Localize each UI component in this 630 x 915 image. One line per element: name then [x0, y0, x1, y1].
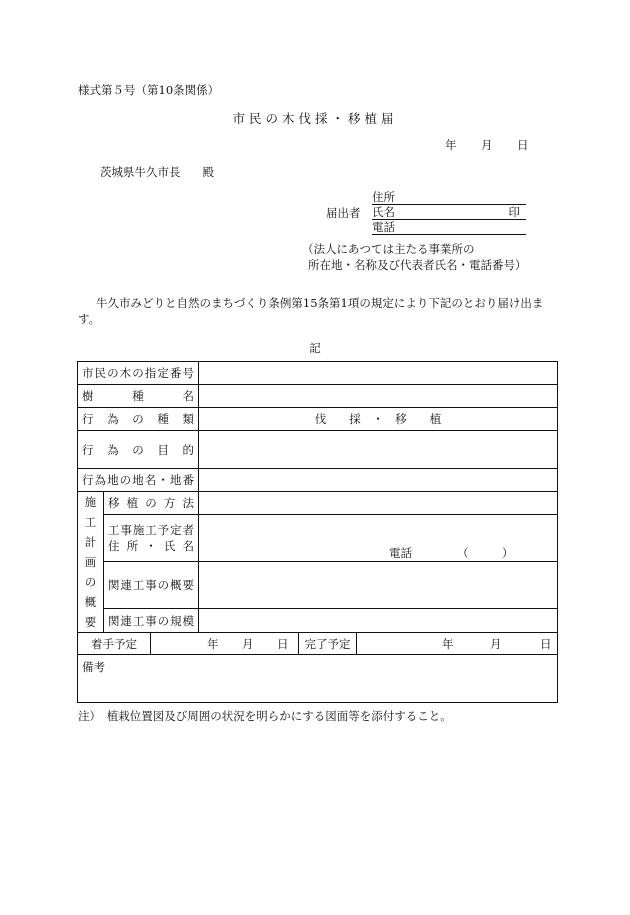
paren-close: ） [502, 546, 514, 560]
addressee [100, 164, 214, 180]
applicant-note-line1: （法人にあつては主たる事業所の [302, 242, 475, 256]
plan-char: 要 [84, 615, 97, 629]
applicant-name-field[interactable] [372, 205, 526, 220]
end-year-label: 年 [442, 637, 454, 651]
plan-char: の [84, 575, 97, 589]
applicant-label: 届出者 [326, 206, 361, 220]
start-day-label: 日 [277, 637, 289, 651]
end-date-field[interactable] [357, 633, 558, 655]
start-planned-label: 着手予定 [78, 633, 151, 655]
plan-char: 計 [84, 535, 97, 549]
ki-heading: 記 [309, 341, 321, 355]
applicant-address-field[interactable] [372, 190, 526, 205]
applicant-phone-field[interactable] [372, 220, 526, 235]
related-scale-field[interactable] [199, 609, 558, 633]
application-table [77, 361, 558, 703]
end-day-label: 日 [540, 637, 552, 651]
start-year-label: 年 [207, 637, 219, 651]
related-overview-label: 関連工事の概要 [104, 562, 199, 609]
act-type-label: 行 為 の 種 類 [78, 408, 199, 431]
body-text: 牛久市みどりと自然のまちづくり条例第15条第1項の規定により下記のとおり届け出ます。 [78, 296, 544, 326]
applicant-note [302, 241, 527, 273]
footnote: 注） 植栽位置図及び周囲の状況を明らかにする図面等を添付すること。 [78, 709, 452, 723]
paren-open: （ [457, 546, 469, 560]
contractor-phone-label: 電話 [389, 546, 412, 560]
transplant-method-field[interactable] [199, 492, 558, 515]
plan-char: 概 [84, 595, 97, 609]
designation-number-label: 市民の木の指定番号 [78, 362, 199, 385]
applicant-phone-label: 電話 [372, 220, 395, 234]
date-month-label: 月 [481, 138, 493, 152]
seal-mark: 印 [508, 205, 520, 219]
location-field[interactable] [199, 469, 558, 492]
construction-plan-label [78, 492, 104, 633]
date-year-label: 年 [445, 138, 457, 152]
start-month-label: 月 [242, 637, 254, 651]
form-number: 様式第５号（第10条関係） [78, 83, 220, 97]
contractor-label-line2: 住 所 ・ 氏 名 [108, 539, 194, 553]
date-day-label: 日 [517, 138, 529, 152]
contractor-field[interactable] [199, 515, 558, 562]
end-planned-label: 完了予定 [299, 633, 357, 655]
submission-date [445, 137, 529, 153]
tree-species-field[interactable] [199, 385, 558, 408]
related-scale-label: 関連工事の規模 [104, 609, 199, 633]
act-purpose-field[interactable] [199, 431, 558, 469]
related-overview-field[interactable] [199, 562, 558, 609]
contractor-label-line1: 工事施工予定者 [108, 523, 194, 537]
applicant-address-label: 住所 [372, 190, 395, 204]
act-type-value[interactable]: 伐 採 ・ 移 植 [199, 408, 558, 431]
remarks-label: 備考 [82, 660, 105, 674]
page-title: 市民の木伐採・移植届 [232, 111, 398, 126]
plan-char: 工 [84, 515, 97, 529]
tree-species-label: 樹 種 名 [78, 385, 199, 408]
applicant-note-line2: 所在地・名称及び代表者氏名・電話番号） [308, 258, 527, 272]
end-month-label: 月 [490, 637, 502, 651]
location-label: 行為地の地名・地番 [78, 469, 199, 492]
start-date-field[interactable] [151, 633, 299, 655]
addressee-name: 茨城県牛久市長 [100, 165, 181, 179]
addressee-honorific: 殿 [202, 165, 214, 179]
remarks-field[interactable] [78, 655, 558, 703]
designation-number-field[interactable] [199, 362, 558, 385]
act-purpose-label: 行 為 の 目 的 [78, 431, 199, 469]
transplant-method-label: 移 植 の 方 法 [104, 492, 199, 515]
plan-char: 施 [84, 495, 97, 509]
plan-char: 画 [84, 555, 97, 569]
applicant-name-label: 氏名 [372, 205, 395, 219]
contractor-label [104, 515, 199, 562]
